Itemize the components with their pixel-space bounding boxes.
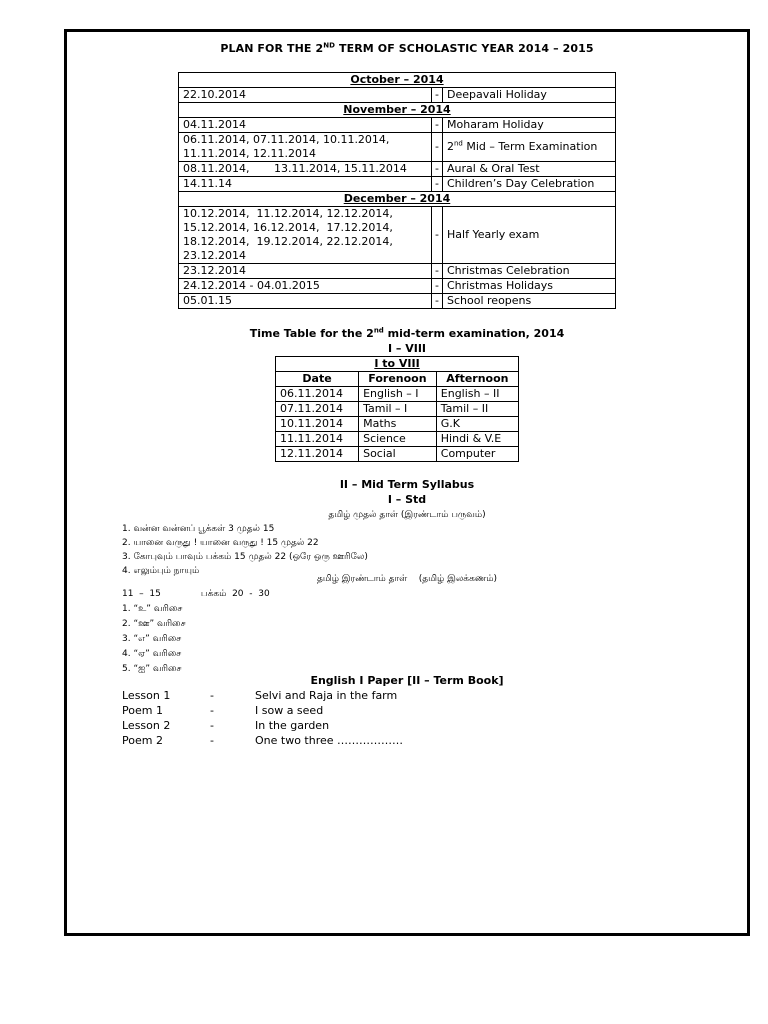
timetable-heading: Time Table for the 2nd mid-term examination, 2014: [249, 326, 565, 340]
event-date: 05.01.15: [179, 294, 432, 309]
event-date: 23.12.2014: [179, 264, 432, 279]
tamil-paper1-heading: தமிழ் முதல் தாள் (இரண்டாம் பருவம்): [328, 510, 486, 520]
column-header: Forenoon: [359, 372, 437, 387]
event-date: 08.11.2014, 13.11.2014, 15.11.2014: [179, 162, 432, 177]
list-item: 3. “எ” வரிசை: [122, 634, 182, 644]
tamil-paper2-range: 11 – 15 பக்கம் 20 - 30: [122, 589, 270, 599]
column-header: Date: [276, 372, 359, 387]
month-row: [179, 73, 616, 88]
event-date: 06.11.2014, 07.11.2014, 10.11.2014, 11.11.2014, 12.11.2014: [179, 133, 432, 162]
separator: -: [210, 689, 214, 702]
table-row: [179, 177, 616, 192]
month-row: [179, 103, 616, 118]
table-row: [276, 432, 519, 447]
forenoon-subject: English – I: [359, 387, 437, 402]
month-december: December – 2014: [179, 192, 616, 207]
list-item: 4. எலும்பும் நாயும்: [122, 566, 200, 576]
list-item: 4. “ஏ” வரிசை: [122, 649, 182, 659]
exam-date: 12.11.2014: [276, 447, 359, 462]
item-type: Poem 1: [122, 704, 163, 717]
forenoon-subject: Maths: [359, 417, 437, 432]
table-row: [179, 88, 616, 103]
month-october: October – 2014: [179, 73, 616, 88]
table-row: [276, 402, 519, 417]
list-item: 1. “உ” வரிசை: [122, 604, 183, 614]
separator: -: [432, 88, 443, 103]
event-date: 24.12.2014 - 04.01.2015: [179, 279, 432, 294]
separator: -: [432, 177, 443, 192]
standard-label: I – Std: [387, 493, 427, 506]
document-page: [64, 29, 750, 936]
tamil-paper2-heading: தமிழ் இரண்டாம் தாள் (தமிழ் இலக்கணம்): [316, 574, 498, 584]
term-plan-table: [178, 72, 616, 309]
exam-timetable: [275, 356, 519, 462]
item-title: Selvi and Raja in the farm: [255, 689, 398, 702]
list-item: 1. வன்ன வன்னப் பூக்கள் 3 முதல் 15: [122, 524, 275, 534]
table-row: [179, 162, 616, 177]
event-name: Christmas Holidays: [443, 279, 616, 294]
item-title: I sow a seed: [255, 704, 324, 717]
event-name: Half Yearly exam: [443, 207, 616, 264]
separator: -: [432, 133, 443, 162]
separator: -: [210, 719, 214, 732]
separator: -: [210, 704, 214, 717]
english-paper-heading: English I Paper [II – Term Book]: [310, 674, 504, 687]
afternoon-subject: Computer: [436, 447, 518, 462]
event-name: Christmas Celebration: [443, 264, 616, 279]
event-date: 22.10.2014: [179, 88, 432, 103]
table-row: [179, 118, 616, 133]
separator: -: [432, 162, 443, 177]
exam-date: 11.11.2014: [276, 432, 359, 447]
forenoon-subject: Social: [359, 447, 437, 462]
exam-date: 06.11.2014: [276, 387, 359, 402]
month-row: [179, 192, 616, 207]
table-row: [276, 447, 519, 462]
event-name: Children’s Day Celebration: [443, 177, 616, 192]
event-date: 04.11.2014: [179, 118, 432, 133]
separator: -: [432, 118, 443, 133]
item-title: In the garden: [255, 719, 330, 732]
list-item: 5. “ஐ” வரிசை: [122, 664, 182, 674]
event-date: 14.11.14: [179, 177, 432, 192]
afternoon-subject: Tamil – II: [436, 402, 518, 417]
table-row: [276, 387, 519, 402]
month-november: November – 2014: [179, 103, 616, 118]
table-row: [179, 279, 616, 294]
class-range: I – VIII: [387, 342, 427, 355]
table-row: [179, 294, 616, 309]
separator: -: [432, 279, 443, 294]
column-header: Afternoon: [436, 372, 518, 387]
table-row: [179, 264, 616, 279]
afternoon-subject: English – II: [436, 387, 518, 402]
event-name: Moharam Holiday: [443, 118, 616, 133]
event-name: School reopens: [443, 294, 616, 309]
table-row: [276, 417, 519, 432]
event-name: Deepavali Holiday: [443, 88, 616, 103]
event-name: 2nd Mid – Term Examination: [443, 133, 616, 162]
forenoon-subject: Tamil – I: [359, 402, 437, 417]
list-item: 3. கோபுவும் பாவும் பக்கம் 15 முதல் 22 (ஒரே ஒரு ஊரிலே): [122, 552, 368, 562]
exam-date: 10.11.2014: [276, 417, 359, 432]
table-row: [179, 207, 616, 264]
list-item: 2. “ஊ” வரிசை: [122, 619, 186, 629]
separator: -: [432, 294, 443, 309]
exam-date: 07.11.2014: [276, 402, 359, 417]
item-title: One two three ………………: [255, 734, 404, 747]
syllabus-heading: II – Mid Term Syllabus: [339, 478, 475, 491]
table-row: [179, 133, 616, 162]
event-name: Aural & Oral Test: [443, 162, 616, 177]
list-item: 2. யானை வருது ! யானை வருது ! 15 முதல் 22: [122, 538, 319, 548]
item-type: Poem 2: [122, 734, 163, 747]
afternoon-subject: Hindi & V.E: [436, 432, 518, 447]
separator: -: [432, 207, 443, 264]
forenoon-subject: Science: [359, 432, 437, 447]
separator: -: [432, 264, 443, 279]
table-header-row: [276, 372, 519, 387]
table-caption-row: [276, 357, 519, 372]
page-title: PLAN FOR THE 2ND TERM OF SCHOLASTIC YEAR 2014 – 2015: [220, 41, 594, 55]
item-type: Lesson 1: [122, 689, 171, 702]
item-type: Lesson 2: [122, 719, 171, 732]
event-date: 10.12.2014, 11.12.2014, 12.12.2014, 15.12.2014, 16.12.2014, 17.12.2014, 18.12.2014, 19.12.2014, 22.12.2014, 23.12.2014: [179, 207, 432, 264]
separator: -: [210, 734, 214, 747]
afternoon-subject: G.K: [436, 417, 518, 432]
table-caption: I to VIII: [276, 357, 519, 372]
